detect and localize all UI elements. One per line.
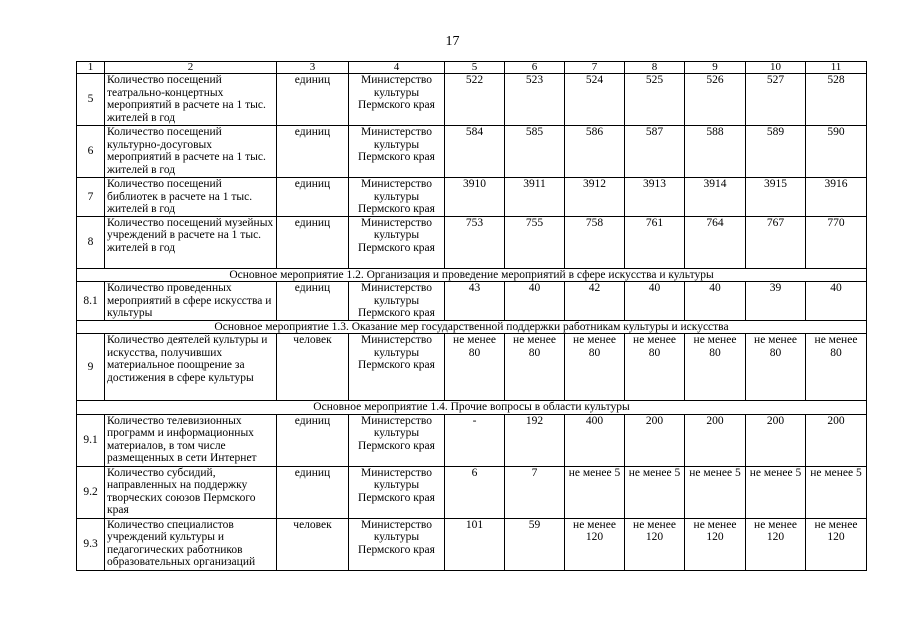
unit-cell: единиц bbox=[277, 74, 349, 126]
value-cell: 522 bbox=[445, 74, 505, 126]
value-cell: 101 bbox=[445, 518, 505, 570]
responsible-org: Министерство культуры Пермского края bbox=[349, 466, 445, 518]
header-cell: 9 bbox=[685, 62, 746, 74]
value-cell: не менее 5 bbox=[685, 466, 746, 518]
value-cell: не менее 80 bbox=[625, 334, 685, 401]
section-row bbox=[77, 268, 867, 282]
header-cell: 4 bbox=[349, 62, 445, 74]
row-number: 8.1 bbox=[77, 282, 105, 321]
value-cell: 42 bbox=[565, 282, 625, 321]
responsible-org: Министерство культуры Пермского края bbox=[349, 518, 445, 570]
value-cell: 524 bbox=[565, 74, 625, 126]
value-cell: не менее 80 bbox=[565, 334, 625, 401]
value-cell: 587 bbox=[625, 126, 685, 178]
value-cell: 590 bbox=[806, 126, 867, 178]
row-number: 8 bbox=[77, 216, 105, 268]
value-cell: 3911 bbox=[505, 178, 565, 217]
value-cell: 40 bbox=[625, 282, 685, 321]
value-cell: 523 bbox=[505, 74, 565, 126]
table-row bbox=[77, 178, 867, 217]
value-cell: 767 bbox=[746, 216, 806, 268]
indicators-table bbox=[76, 61, 867, 571]
table-row bbox=[77, 282, 867, 321]
value-cell: 200 bbox=[685, 414, 746, 466]
value-cell: не менее 80 bbox=[685, 334, 746, 401]
value-cell: не менее 120 bbox=[806, 518, 867, 570]
value-cell: 59 bbox=[505, 518, 565, 570]
row-number: 9.3 bbox=[77, 518, 105, 570]
value-cell: не менее 5 bbox=[806, 466, 867, 518]
value-cell: 527 bbox=[746, 74, 806, 126]
value-cell: не менее 80 bbox=[445, 334, 505, 401]
indicator-name: Количество посещений культурно-досуговых мероприятий в расчете на 1 тыс. жителей в год bbox=[105, 126, 277, 178]
table-row bbox=[77, 414, 867, 466]
value-cell: 40 bbox=[685, 282, 746, 321]
value-cell: 200 bbox=[625, 414, 685, 466]
value-cell: не менее 120 bbox=[625, 518, 685, 570]
header-cell: 8 bbox=[625, 62, 685, 74]
value-cell: 200 bbox=[806, 414, 867, 466]
value-cell: - bbox=[445, 414, 505, 466]
indicator-name: Количество телевизионных программ и информационных материалов, в том числе размещенных в сети Интернет bbox=[105, 414, 277, 466]
header-cell: 11 bbox=[806, 62, 867, 74]
value-cell: 6 bbox=[445, 466, 505, 518]
value-cell: 3916 bbox=[806, 178, 867, 217]
header-cell: 2 bbox=[105, 62, 277, 74]
unit-cell: единиц bbox=[277, 282, 349, 321]
row-number: 5 bbox=[77, 74, 105, 126]
header-cell: 3 bbox=[277, 62, 349, 74]
value-cell: 43 bbox=[445, 282, 505, 321]
value-cell: 528 bbox=[806, 74, 867, 126]
unit-cell: единиц bbox=[277, 414, 349, 466]
table-row bbox=[77, 216, 867, 268]
table-row bbox=[77, 126, 867, 178]
value-cell: не менее 80 bbox=[505, 334, 565, 401]
row-number: 9 bbox=[77, 334, 105, 401]
value-cell: 3914 bbox=[685, 178, 746, 217]
section-row bbox=[77, 401, 867, 415]
indicator-name: Количество деятелей культуры и искусства, получивших материальное поощрение за достижения в сфере культуры bbox=[105, 334, 277, 401]
value-cell: 526 bbox=[685, 74, 746, 126]
value-cell: 764 bbox=[685, 216, 746, 268]
unit-cell: единиц bbox=[277, 216, 349, 268]
table-row bbox=[77, 518, 867, 570]
responsible-org: Министерство культуры Пермского края bbox=[349, 414, 445, 466]
table-row bbox=[77, 466, 867, 518]
value-cell: не менее 80 bbox=[806, 334, 867, 401]
row-number: 6 bbox=[77, 126, 105, 178]
responsible-org: Министерство культуры Пермского края bbox=[349, 334, 445, 401]
value-cell: 3910 bbox=[445, 178, 505, 217]
header-cell: 7 bbox=[565, 62, 625, 74]
indicator-name: Количество посещений музейных учреждений в расчете на 1 тыс. жителей в год bbox=[105, 216, 277, 268]
header-cell: 5 bbox=[445, 62, 505, 74]
value-cell: не менее 120 bbox=[685, 518, 746, 570]
indicator-name: Количество специалистов учреждений культуры и педагогических работников образовательных организаций bbox=[105, 518, 277, 570]
value-cell: не менее 5 bbox=[565, 466, 625, 518]
header-cell: 6 bbox=[505, 62, 565, 74]
responsible-org: Министерство культуры Пермского края bbox=[349, 178, 445, 217]
header-row bbox=[77, 62, 867, 74]
section-row bbox=[77, 320, 867, 334]
header-cell: 1 bbox=[77, 62, 105, 74]
value-cell: не менее 80 bbox=[746, 334, 806, 401]
indicator-name: Количество посещений театрально-концертных мероприятий в расчете на 1 тыс. жителей в год bbox=[105, 74, 277, 126]
value-cell: 753 bbox=[445, 216, 505, 268]
value-cell: 39 bbox=[746, 282, 806, 321]
section-title: Основное мероприятие 1.3. Оказание мер государственной поддержки работникам культуры и искусства bbox=[77, 320, 867, 334]
value-cell: 585 bbox=[505, 126, 565, 178]
value-cell: 589 bbox=[746, 126, 806, 178]
value-cell: 200 bbox=[746, 414, 806, 466]
value-cell: 755 bbox=[505, 216, 565, 268]
unit-cell: человек bbox=[277, 518, 349, 570]
table-row bbox=[77, 334, 867, 401]
value-cell: 770 bbox=[806, 216, 867, 268]
section-title: Основное мероприятие 1.2. Организация и проведение мероприятий в сфере искусства и культуры bbox=[77, 268, 867, 282]
table-row bbox=[77, 74, 867, 126]
value-cell: 400 bbox=[565, 414, 625, 466]
row-number: 9.2 bbox=[77, 466, 105, 518]
unit-cell: единиц bbox=[277, 126, 349, 178]
header-cell: 10 bbox=[746, 62, 806, 74]
responsible-org: Министерство культуры Пермского края bbox=[349, 216, 445, 268]
value-cell: 7 bbox=[505, 466, 565, 518]
value-cell: не менее 120 bbox=[565, 518, 625, 570]
indicator-name: Количество проведенных мероприятий в сфере искусства и культуры bbox=[105, 282, 277, 321]
value-cell: 40 bbox=[505, 282, 565, 321]
indicator-name: Количество посещений библиотек в расчете на 1 тыс. жителей в год bbox=[105, 178, 277, 217]
section-title: Основное мероприятие 1.4. Прочие вопросы в области культуры bbox=[77, 401, 867, 415]
unit-cell: единиц bbox=[277, 178, 349, 217]
value-cell: не менее 120 bbox=[746, 518, 806, 570]
value-cell: 40 bbox=[806, 282, 867, 321]
value-cell: 3913 bbox=[625, 178, 685, 217]
responsible-org: Министерство культуры Пермского края bbox=[349, 74, 445, 126]
row-number: 9.1 bbox=[77, 414, 105, 466]
value-cell: 758 bbox=[565, 216, 625, 268]
value-cell: 3912 bbox=[565, 178, 625, 217]
indicator-name: Количество субсидий, направленных на поддержку творческих союзов Пермского края bbox=[105, 466, 277, 518]
value-cell: 192 bbox=[505, 414, 565, 466]
value-cell: 584 bbox=[445, 126, 505, 178]
responsible-org: Министерство культуры Пермского края bbox=[349, 126, 445, 178]
unit-cell: единиц bbox=[277, 466, 349, 518]
page-number: 17 bbox=[445, 34, 460, 49]
value-cell: 586 bbox=[565, 126, 625, 178]
value-cell: 3915 bbox=[746, 178, 806, 217]
row-number: 7 bbox=[77, 178, 105, 217]
unit-cell: человек bbox=[277, 334, 349, 401]
value-cell: 525 bbox=[625, 74, 685, 126]
value-cell: не менее 5 bbox=[625, 466, 685, 518]
responsible-org: Министерство культуры Пермского края bbox=[349, 282, 445, 321]
value-cell: не менее 5 bbox=[746, 466, 806, 518]
value-cell: 588 bbox=[685, 126, 746, 178]
value-cell: 761 bbox=[625, 216, 685, 268]
